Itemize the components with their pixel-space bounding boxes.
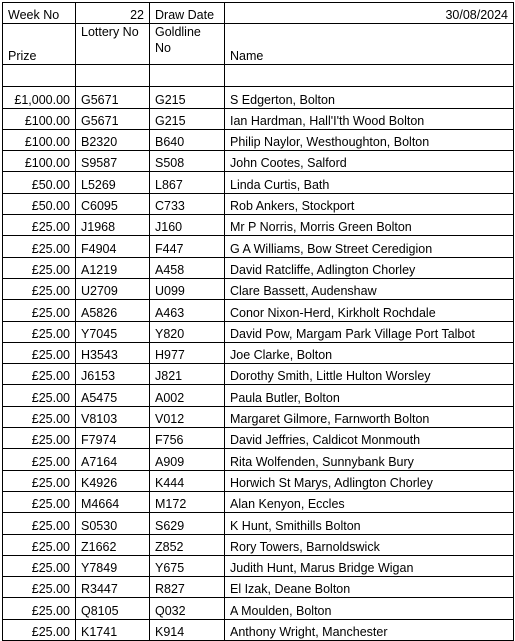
spacer-cell <box>150 65 225 87</box>
name-cell: Philip Naylor, Westhoughton, Bolton <box>225 129 514 150</box>
spacer-cell <box>76 65 150 87</box>
prize-header: Prize <box>3 24 76 65</box>
prize-cell: £25.00 <box>3 598 76 619</box>
name-cell: Judith Hunt, Marus Bridge Wigan <box>225 555 514 576</box>
lottery-cell: A5475 <box>76 385 150 406</box>
lottery-cell: J1968 <box>76 215 150 236</box>
prize-cell: £25.00 <box>3 534 76 555</box>
spacer-cell <box>3 65 76 87</box>
name-cell: Dorothy Smith, Little Hulton Worsley <box>225 364 514 385</box>
name-cell: David Pow, Margam Park Village Port Talbot <box>225 321 514 342</box>
table-row <box>3 87 514 108</box>
name-cell: Clare Bassett, Audenshaw <box>225 278 514 299</box>
name-cell: Rob Ankers, Stockport <box>225 193 514 214</box>
lottery-cell: G5671 <box>76 108 150 129</box>
draw-date-label: Draw Date <box>150 3 225 24</box>
lottery-cell: F7974 <box>76 428 150 449</box>
prize-cell: £100.00 <box>3 108 76 129</box>
prize-cell: £25.00 <box>3 555 76 576</box>
table-row <box>3 534 514 555</box>
lottery-cell: M4664 <box>76 491 150 512</box>
table-row <box>3 278 514 299</box>
prize-cell: £25.00 <box>3 470 76 491</box>
header-row <box>3 3 514 24</box>
goldline-header: Goldline No <box>150 24 225 65</box>
goldline-cell: A458 <box>150 257 225 278</box>
table-row <box>3 257 514 278</box>
table-row <box>3 151 514 172</box>
lottery-cell: Q8105 <box>76 598 150 619</box>
goldline-cell: G215 <box>150 108 225 129</box>
results-table <box>2 2 514 641</box>
table-row <box>3 172 514 193</box>
name-cell: David Ratcliffe, Adlington Chorley <box>225 257 514 278</box>
goldline-cell: S629 <box>150 513 225 534</box>
goldline-cell: C733 <box>150 193 225 214</box>
table-row <box>3 491 514 512</box>
prize-cell: £25.00 <box>3 364 76 385</box>
name-cell: Ian Hardman, Hall'I'th Wood Bolton <box>225 108 514 129</box>
name-cell: El Izak, Deane Bolton <box>225 577 514 598</box>
goldline-cell: F447 <box>150 236 225 257</box>
goldline-cell: G215 <box>150 87 225 108</box>
name-cell: K Hunt, Smithills Bolton <box>225 513 514 534</box>
prize-cell: £25.00 <box>3 428 76 449</box>
lottery-cell: S9587 <box>76 151 150 172</box>
draw-date-value: 30/08/2024 <box>225 3 514 24</box>
goldline-cell: Q032 <box>150 598 225 619</box>
goldline-cell: A002 <box>150 385 225 406</box>
table-row <box>3 193 514 214</box>
name-cell: John Cootes, Salford <box>225 151 514 172</box>
goldline-cell: V012 <box>150 406 225 427</box>
prize-cell: £50.00 <box>3 172 76 193</box>
spacer-cell <box>225 65 514 87</box>
lottery-cell: B2320 <box>76 129 150 150</box>
table-row <box>3 215 514 236</box>
lottery-header: Lottery No <box>76 24 150 65</box>
table-row <box>3 470 514 491</box>
table-row <box>3 513 514 534</box>
goldline-cell: R827 <box>150 577 225 598</box>
table-row <box>3 342 514 363</box>
prize-cell: £100.00 <box>3 151 76 172</box>
table-row <box>3 428 514 449</box>
goldline-cell: H977 <box>150 342 225 363</box>
lottery-cell: Y7849 <box>76 555 150 576</box>
name-cell: Joe Clarke, Bolton <box>225 342 514 363</box>
table-row <box>3 449 514 470</box>
goldline-cell: Z852 <box>150 534 225 555</box>
lottery-cell: A7164 <box>76 449 150 470</box>
goldline-cell: A463 <box>150 300 225 321</box>
lottery-cell: J6153 <box>76 364 150 385</box>
table-row <box>3 236 514 257</box>
prize-cell: £25.00 <box>3 577 76 598</box>
lottery-cell: A1219 <box>76 257 150 278</box>
table-row <box>3 598 514 619</box>
goldline-cell: J160 <box>150 215 225 236</box>
lottery-cell: Z1662 <box>76 534 150 555</box>
name-cell: Horwich St Marys, Adlington Chorley <box>225 470 514 491</box>
prize-cell: £25.00 <box>3 406 76 427</box>
goldline-cell: F756 <box>150 428 225 449</box>
prize-cell: £25.00 <box>3 300 76 321</box>
prize-cell: £25.00 <box>3 342 76 363</box>
name-cell: Paula Butler, Bolton <box>225 385 514 406</box>
table-row <box>3 555 514 576</box>
goldline-cell: Y675 <box>150 555 225 576</box>
name-cell: Conor Nixon-Herd, Kirkholt Rochdale <box>225 300 514 321</box>
lottery-cell: H3543 <box>76 342 150 363</box>
lottery-cell: K1741 <box>76 619 150 640</box>
goldline-cell: B640 <box>150 129 225 150</box>
name-cell: Alan Kenyon, Eccles <box>225 491 514 512</box>
lottery-cell: A5826 <box>76 300 150 321</box>
name-cell: Rita Wolfenden, Sunnybank Bury <box>225 449 514 470</box>
prize-cell: £25.00 <box>3 236 76 257</box>
lottery-cell: V8103 <box>76 406 150 427</box>
name-cell: G A Williams, Bow Street Ceredigion <box>225 236 514 257</box>
prize-cell: £25.00 <box>3 257 76 278</box>
prize-cell: £25.00 <box>3 491 76 512</box>
goldline-cell: K914 <box>150 619 225 640</box>
name-cell: A Moulden, Bolton <box>225 598 514 619</box>
prize-cell: £100.00 <box>3 129 76 150</box>
table-row <box>3 321 514 342</box>
name-cell: Mr P Norris, Morris Green Bolton <box>225 215 514 236</box>
prize-cell: £25.00 <box>3 385 76 406</box>
lottery-cell: G5671 <box>76 87 150 108</box>
name-cell: Linda Curtis, Bath <box>225 172 514 193</box>
name-cell: S Edgerton, Bolton <box>225 87 514 108</box>
week-value: 22 <box>76 3 150 24</box>
goldline-cell: K444 <box>150 470 225 491</box>
week-label: Week No <box>3 3 76 24</box>
goldline-cell: L867 <box>150 172 225 193</box>
prize-cell: £1,000.00 <box>3 87 76 108</box>
goldline-cell: M172 <box>150 491 225 512</box>
prize-cell: £25.00 <box>3 619 76 640</box>
goldline-cell: J821 <box>150 364 225 385</box>
name-cell: Margaret Gilmore, Farnworth Bolton <box>225 406 514 427</box>
prize-cell: £25.00 <box>3 215 76 236</box>
column-header-row <box>3 24 514 65</box>
table-row <box>3 577 514 598</box>
lottery-cell: L5269 <box>76 172 150 193</box>
goldline-cell: S508 <box>150 151 225 172</box>
table-row <box>3 406 514 427</box>
prize-cell: £25.00 <box>3 513 76 534</box>
prize-cell: £50.00 <box>3 193 76 214</box>
prize-cell: £25.00 <box>3 449 76 470</box>
lottery-cell: U2709 <box>76 278 150 299</box>
goldline-cell: Y820 <box>150 321 225 342</box>
table-row <box>3 619 514 640</box>
prize-cell: £25.00 <box>3 321 76 342</box>
lottery-cell: S0530 <box>76 513 150 534</box>
table-row <box>3 108 514 129</box>
lottery-cell: C6095 <box>76 193 150 214</box>
table-row <box>3 300 514 321</box>
table-row <box>3 385 514 406</box>
lottery-cell: Y7045 <box>76 321 150 342</box>
lottery-cell: K4926 <box>76 470 150 491</box>
name-header: Name <box>225 24 514 65</box>
goldline-cell: U099 <box>150 278 225 299</box>
prize-cell: £25.00 <box>3 278 76 299</box>
name-cell: David Jeffries, Caldicot Monmouth <box>225 428 514 449</box>
goldline-cell: A909 <box>150 449 225 470</box>
lottery-cell: R3447 <box>76 577 150 598</box>
table-row <box>3 364 514 385</box>
name-cell: Anthony Wright, Manchester <box>225 619 514 640</box>
name-cell: Rory Towers, Barnoldswick <box>225 534 514 555</box>
lottery-cell: F4904 <box>76 236 150 257</box>
spacer-row <box>3 65 514 87</box>
table-row <box>3 129 514 150</box>
